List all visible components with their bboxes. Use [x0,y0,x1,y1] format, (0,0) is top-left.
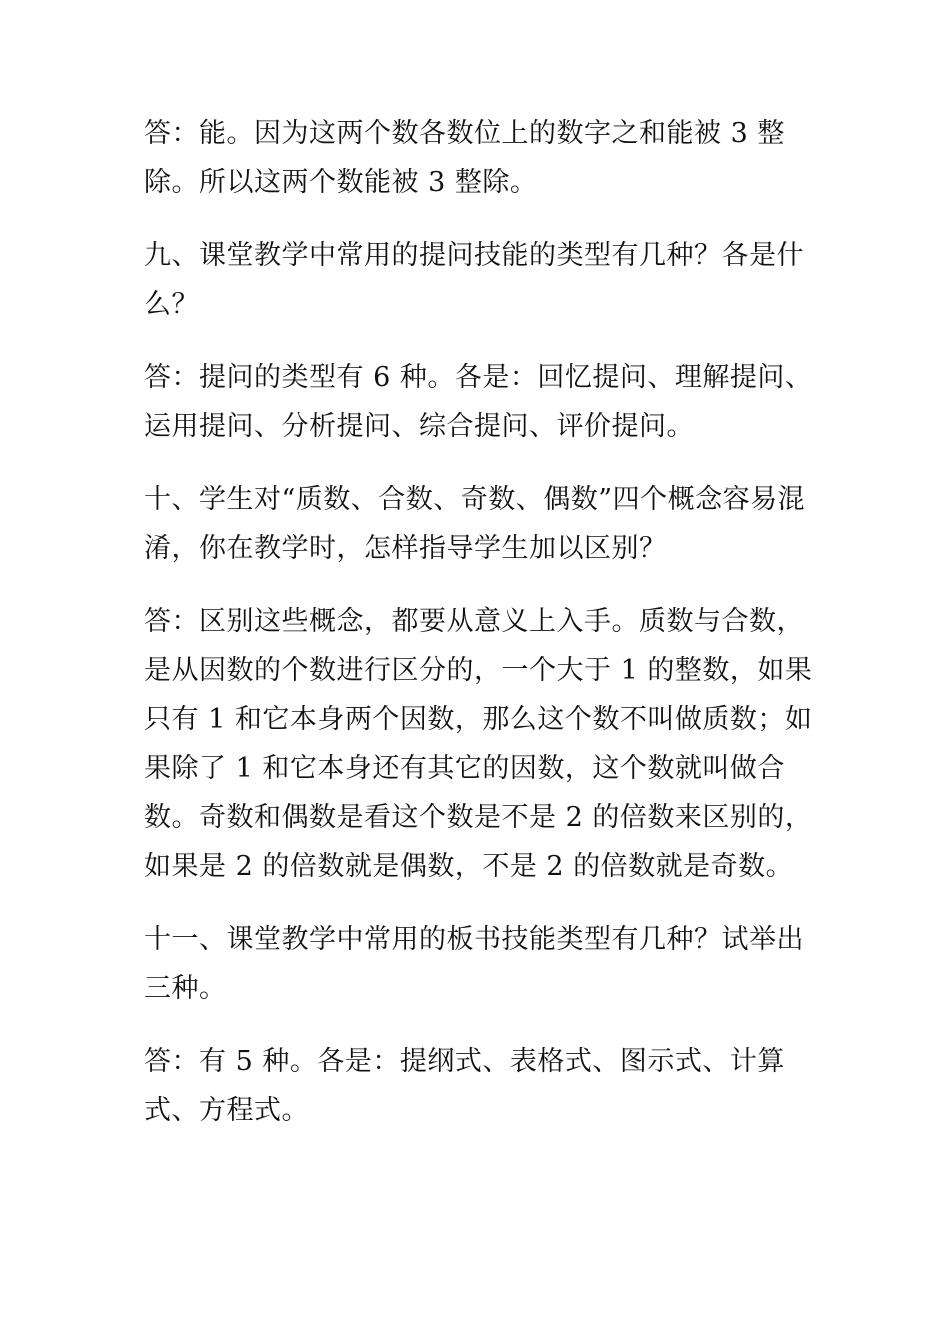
answer-paragraph-11: 答：有 5 种。各是：提纲式、表格式、图示式、计算式、方程式。 [144,1046,785,1126]
document-body [144,109,814,1159]
question-paragraph-11: 十一、课堂教学中常用的板书技能类型有几种？试举出三种。 [144,924,804,1004]
answer-paragraph-10: 答：区别这些概念，都要从意义上入手。质数与合数，是从因数的个数进行区分的，一个大于 1 的整数，如果只有 1 和它本身两个因数，那么这个数不叫做质数；如果除了 1 和它本身还有其它的因数，这个数就叫做合数。奇数和偶数是看这个数是不是 2 的倍数来区别的，如果是 2 的倍数就是偶数，不是 2 的倍数就是奇数。 [144,606,813,882]
question-paragraph-9: 九、课堂教学中常用的提问技能的类型有几种？各是什么？ [144,240,804,320]
answer-paragraph-9: 答：提问的类型有 6 种。各是：回忆提问、理解提问、运用提问、分析提问、综合提问、评价提问。 [144,362,813,442]
answer-paragraph-8: 答：能。因为这两个数各数位上的数字之和能被 3 整除。所以这两个数能被 3 整除。 [144,118,785,198]
question-paragraph-10: 十、学生对“质数、合数、奇数、偶数”四个概念容易混淆，你在教学时，怎样指导学生加以区别？ [144,484,806,564]
